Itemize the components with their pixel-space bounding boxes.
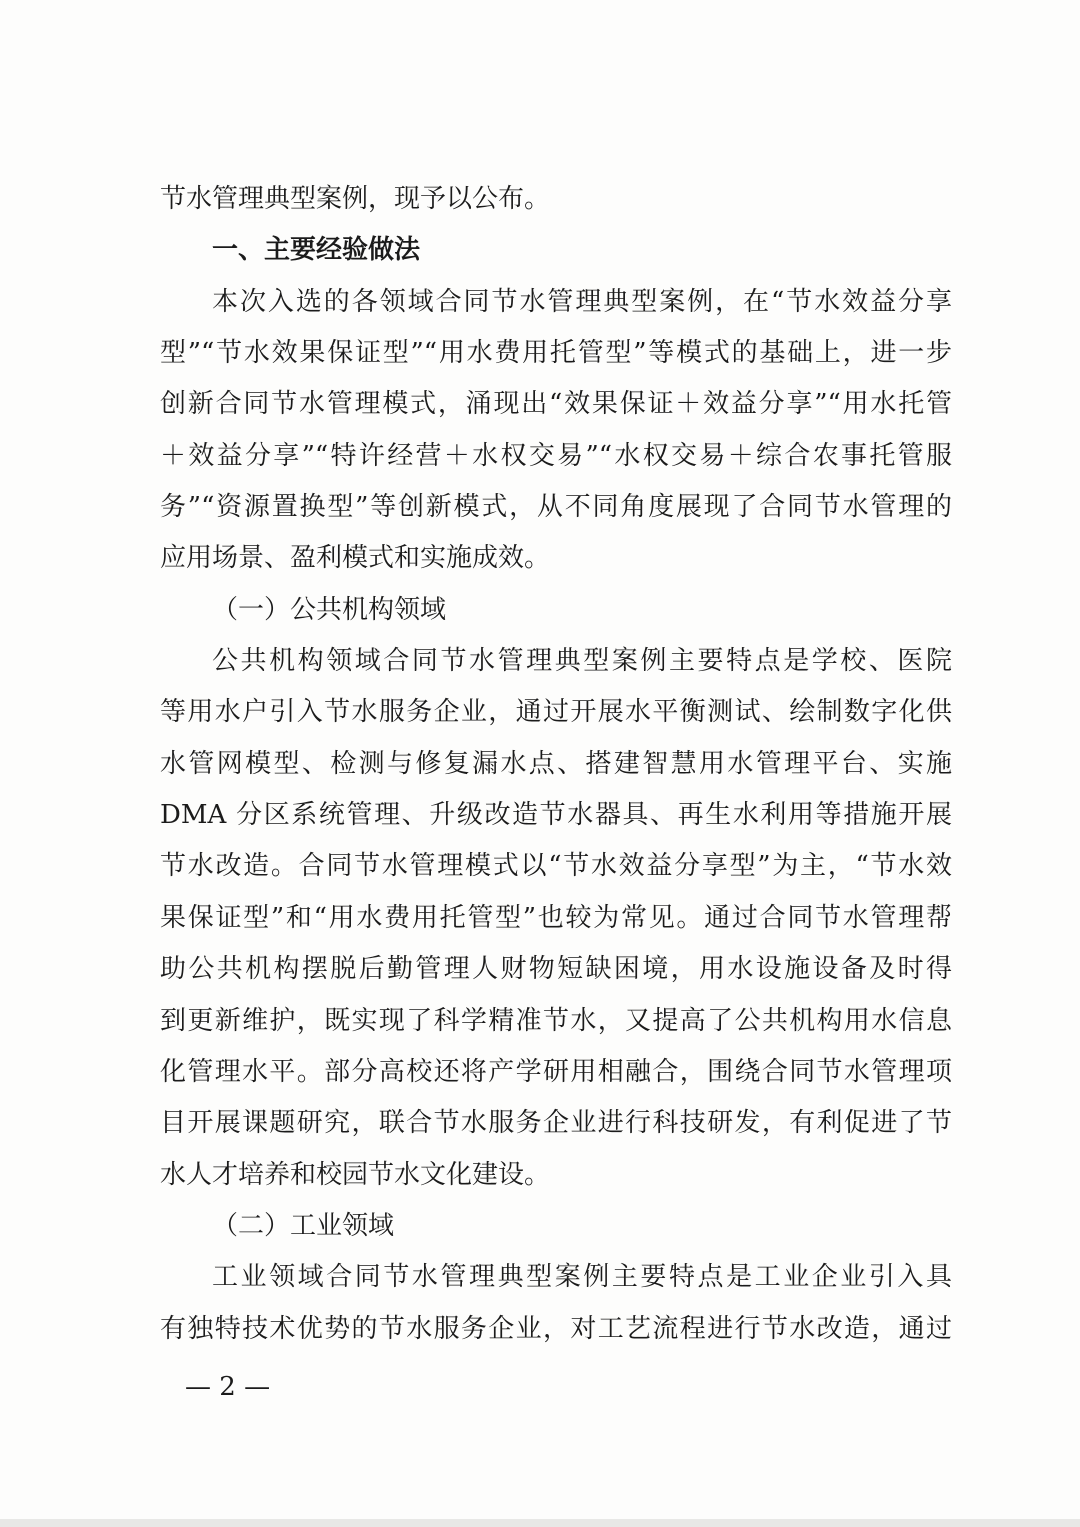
subsection-heading: （二）工业领域 [212, 1210, 395, 1241]
text-line: 节水管理典型案例，现予以公布。 [160, 184, 551, 214]
text-line: DMA 分区系统管理、升级改造节水器具、再生水利用等措施开展 [160, 800, 952, 831]
text-line: 目开展课题研究，联合节水服务企业进行科技研发，有利促进了节 [160, 1108, 952, 1139]
page-edge [0, 1519, 1080, 1527]
text-line: 公共机构领域合同节水管理典型案例主要特点是学校、医院 [212, 646, 952, 677]
subsection-heading: （一）公共机构领域 [212, 594, 447, 625]
text-line: 务”“资源置换型”等创新模式，从不同角度展现了合同节水管理的 [160, 492, 952, 523]
section-heading: 一、主要经验做法 [212, 235, 421, 266]
text-line: 化管理水平。部分高校还将产学研用相融合，围绕合同节水管理项 [160, 1056, 952, 1087]
text-line: 等用水户引入节水服务企业，通过开展水平衡测试、绘制数字化供 [160, 697, 952, 728]
text-line: 有独特技术优势的节水服务企业，对工艺流程进行节水改造，通过 [160, 1313, 952, 1344]
text-line: 水管网模型、检测与修复漏水点、搭建智慧用水管理平台、实施 [160, 748, 952, 779]
text-line: 创新合同节水管理模式，涌现出“效果保证＋效益分享”“用水托管 [160, 389, 952, 420]
text-line: 果保证型”和“用水费用托管型”也较为常见。通过合同节水管理帮 [160, 902, 952, 933]
text-line: 节水改造。合同节水管理模式以“节水效益分享型”为主，“节水效 [160, 851, 952, 882]
page-number: — 2 — [185, 1372, 271, 1402]
text-line: 水人才培养和校园节水文化建设。 [160, 1159, 551, 1190]
text-line: 到更新维护，既实现了科学精准节水，又提高了公共机构用水信息 [160, 1005, 952, 1036]
text-line: 工业领域合同节水管理典型案例主要特点是工业企业引入具 [212, 1262, 952, 1293]
text-line: 本次入选的各领域合同节水管理典型案例，在“节水效益分享 [212, 286, 952, 317]
text-line: 型”“节水效果保证型”“用水费用托管型”等模式的基础上，进一步 [160, 338, 952, 369]
document-body [160, 174, 952, 1355]
text-line: 助公共机构摆脱后勤管理人财物短缺困境，用水设施设备及时得 [160, 954, 952, 985]
text-line: ＋效益分享”“特许经营＋水权交易”“水权交易＋综合农事托管服 [160, 440, 952, 471]
text-line: 应用场景、盈利模式和实施成效。 [160, 543, 551, 574]
